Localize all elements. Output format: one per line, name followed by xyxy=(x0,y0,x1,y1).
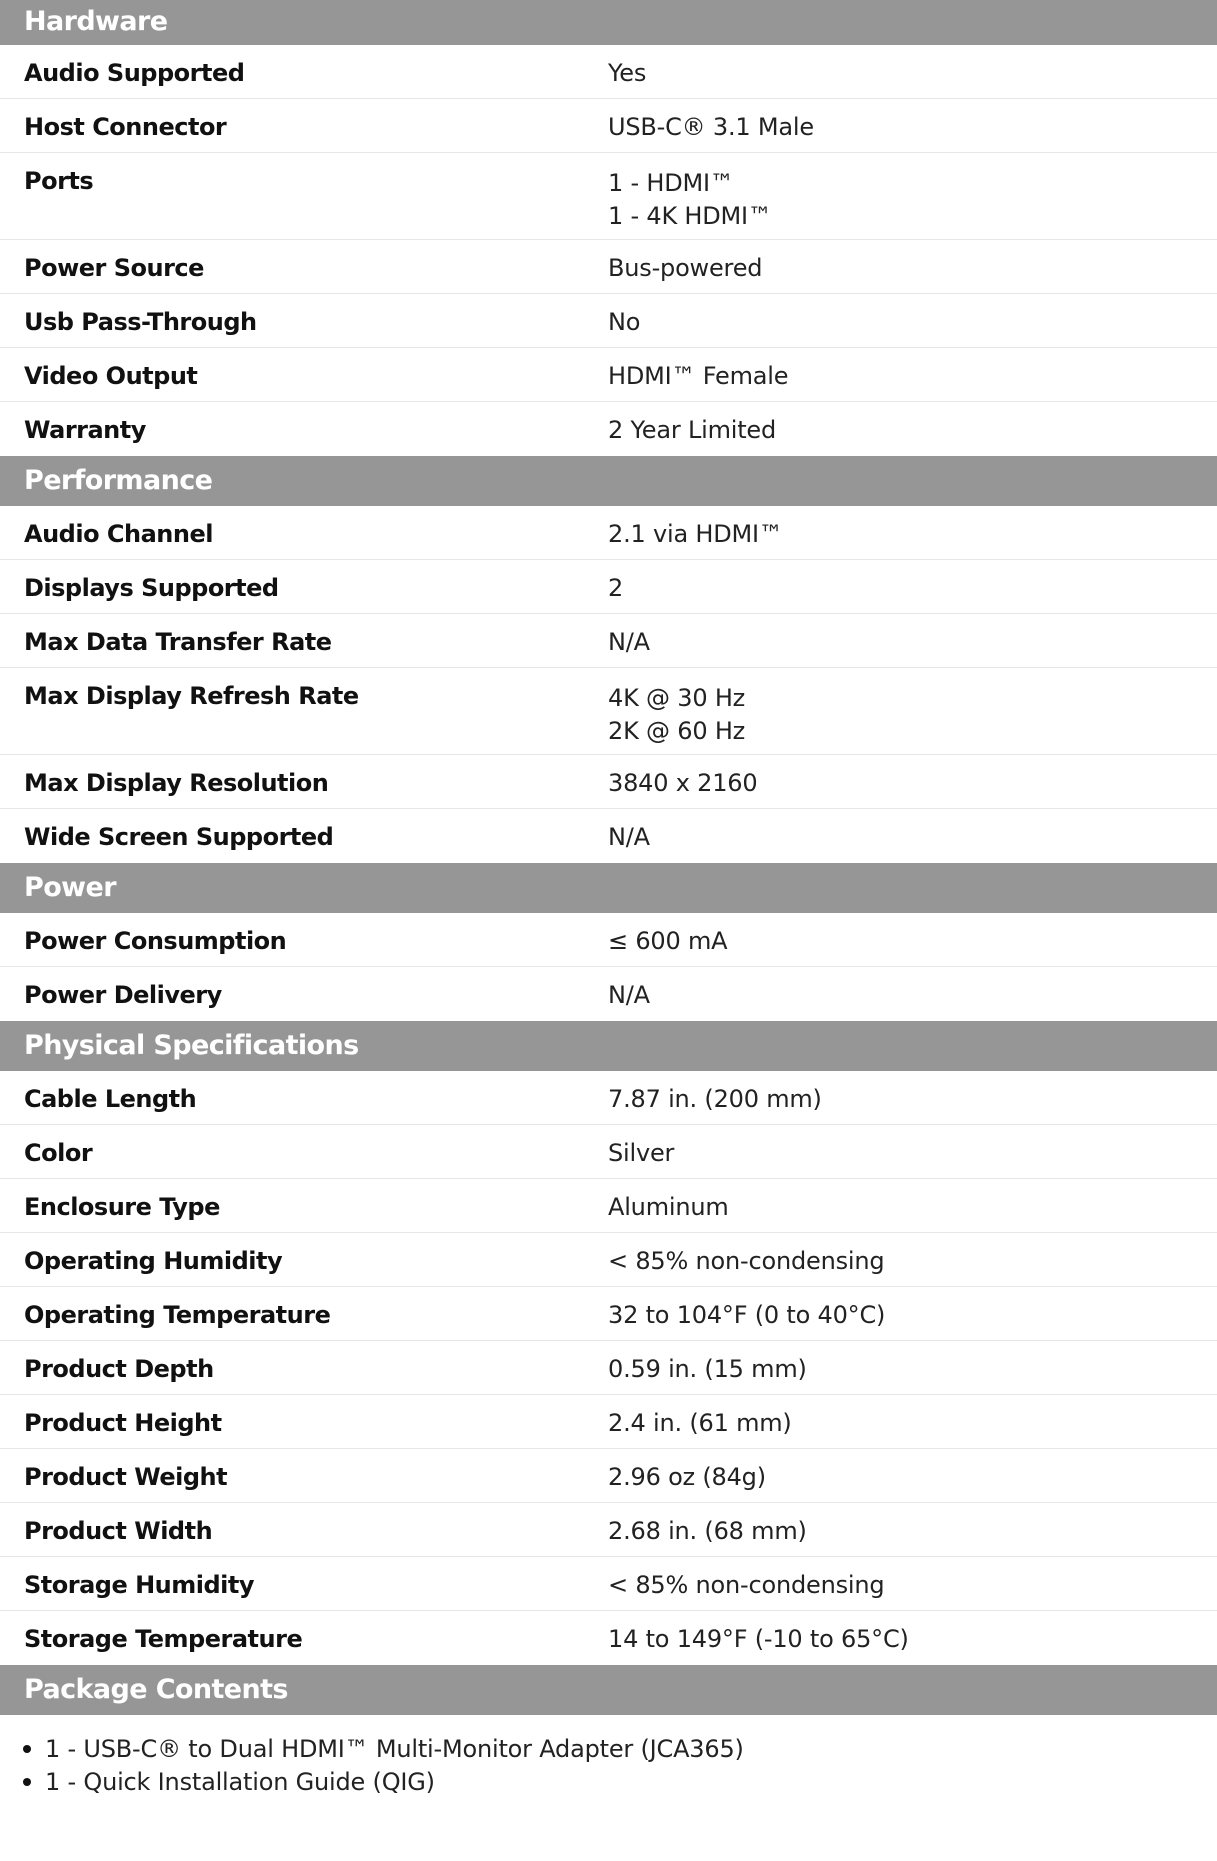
spec-row-wide-screen-supported xyxy=(0,809,1217,863)
spec-label: Operating Humidity xyxy=(24,1247,283,1275)
spec-label: Color xyxy=(24,1139,93,1167)
spec-row-max-data-transfer-rate xyxy=(0,614,1217,668)
bullet-icon xyxy=(23,1745,31,1753)
spec-value: 2.68 in. (68 mm) xyxy=(608,1517,807,1545)
bullet-icon xyxy=(23,1778,31,1786)
section-hardware xyxy=(0,0,1217,456)
spec-label: Warranty xyxy=(24,416,146,444)
spec-value: 7.87 in. (200 mm) xyxy=(608,1085,822,1113)
section-package-contents xyxy=(0,1665,1217,1798)
spec-label: Wide Screen Supported xyxy=(24,823,334,851)
spec-value: USB-C® 3.1 Male xyxy=(608,113,814,141)
spec-label: Usb Pass-Through xyxy=(24,308,257,336)
spec-row-displays-supported xyxy=(0,560,1217,614)
spec-value: 2 Year Limited xyxy=(608,416,777,444)
spec-row-product-height xyxy=(0,1395,1217,1449)
spec-row-operating-humidity xyxy=(0,1233,1217,1287)
spec-value: Bus-powered xyxy=(608,254,763,282)
spec-row-storage-temperature xyxy=(0,1611,1217,1665)
spec-value: 2.96 oz (84g) xyxy=(608,1463,766,1491)
spec-row-product-weight xyxy=(0,1449,1217,1503)
spec-row-max-display-resolution xyxy=(0,755,1217,809)
spec-value: 2 xyxy=(608,574,624,602)
spec-row-enclosure-type xyxy=(0,1179,1217,1233)
spec-label: Max Display Refresh Rate xyxy=(24,682,359,710)
spec-value: Aluminum xyxy=(608,1193,729,1221)
spec-value: < 85% non-condensing xyxy=(608,1247,885,1275)
spec-label: Operating Temperature xyxy=(24,1301,331,1329)
section-header-physical-specifications: Physical Specifications xyxy=(0,1021,1217,1071)
spec-label: Power Delivery xyxy=(24,981,222,1009)
spec-label: Storage Humidity xyxy=(24,1571,255,1599)
spec-value: ≤ 600 mA xyxy=(608,927,728,955)
spec-value: N/A xyxy=(608,628,650,656)
spec-row-ports xyxy=(0,153,1217,240)
section-header-hardware: Hardware xyxy=(0,0,1217,45)
spec-value: No xyxy=(608,308,641,336)
spec-row-product-depth xyxy=(0,1341,1217,1395)
section-header-package-contents: Package Contents xyxy=(0,1665,1217,1715)
spec-value xyxy=(608,668,1217,754)
spec-row-power-delivery xyxy=(0,967,1217,1021)
spec-value: Yes xyxy=(608,59,647,87)
package-item-text: 1 - Quick Installation Guide (QIG) xyxy=(45,1767,435,1796)
spec-value-line: 4K @ 30 Hz xyxy=(608,684,746,712)
spec-row-audio-channel xyxy=(0,506,1217,560)
spec-row-power-source xyxy=(0,240,1217,294)
section-performance xyxy=(0,456,1217,863)
list-item xyxy=(20,1732,1217,1765)
spec-row-max-display-refresh-rate xyxy=(0,668,1217,755)
spec-value: Silver xyxy=(608,1139,675,1167)
spec-label: Host Connector xyxy=(24,113,227,141)
spec-label: Storage Temperature xyxy=(24,1625,303,1653)
spec-label: Video Output xyxy=(24,362,198,390)
spec-value-line: 1 - 4K HDMI™ xyxy=(608,202,772,230)
spec-row-video-output xyxy=(0,348,1217,402)
spec-row-usb-pass-through xyxy=(0,294,1217,348)
spec-label: Product Weight xyxy=(24,1463,228,1491)
spec-label: Product Depth xyxy=(24,1355,214,1383)
spec-value: 14 to 149°F (-10 to 65°C) xyxy=(608,1625,909,1653)
spec-value: 2.4 in. (61 mm) xyxy=(608,1409,792,1437)
spec-value: 2.1 via HDMI™ xyxy=(608,520,783,548)
spec-row-warranty xyxy=(0,402,1217,456)
spec-label: Product Height xyxy=(24,1409,222,1437)
section-header-power: Power xyxy=(0,863,1217,913)
spec-row-cable-length xyxy=(0,1071,1217,1125)
package-contents-list xyxy=(0,1715,1217,1798)
spec-row-host-connector xyxy=(0,99,1217,153)
spec-value: 3840 x 2160 xyxy=(608,769,758,797)
spec-row-color xyxy=(0,1125,1217,1179)
spec-label: Max Data Transfer Rate xyxy=(24,628,332,656)
spec-value xyxy=(608,153,1217,239)
spec-label: Max Display Resolution xyxy=(24,769,329,797)
spec-value: N/A xyxy=(608,823,650,851)
list-item xyxy=(20,1765,1217,1798)
section-power xyxy=(0,863,1217,1021)
spec-row-operating-temperature xyxy=(0,1287,1217,1341)
spec-label: Enclosure Type xyxy=(24,1193,220,1221)
spec-value: < 85% non-condensing xyxy=(608,1571,885,1599)
spec-label: Displays Supported xyxy=(24,574,279,602)
spec-label: Audio Supported xyxy=(24,59,245,87)
package-item-text: 1 - USB-C® to Dual HDMI™ Multi-Monitor Adapter (JCA365) xyxy=(45,1734,744,1763)
spec-value-line: 1 - HDMI™ xyxy=(608,169,734,197)
spec-label: Ports xyxy=(24,167,94,195)
section-header-performance: Performance xyxy=(0,456,1217,506)
spec-label: Audio Channel xyxy=(24,520,213,548)
spec-row-audio-supported xyxy=(0,45,1217,99)
spec-row-product-width xyxy=(0,1503,1217,1557)
spec-value: 0.59 in. (15 mm) xyxy=(608,1355,807,1383)
spec-label: Power Consumption xyxy=(24,927,287,955)
spec-label: Product Width xyxy=(24,1517,213,1545)
spec-value: N/A xyxy=(608,981,650,1009)
spec-row-storage-humidity xyxy=(0,1557,1217,1611)
spec-label: Power Source xyxy=(24,254,204,282)
section-physical-specifications xyxy=(0,1021,1217,1665)
spec-value-line: 2K @ 60 Hz xyxy=(608,717,746,745)
spec-value: 32 to 104°F (0 to 40°C) xyxy=(608,1301,886,1329)
spec-label: Cable Length xyxy=(24,1085,197,1113)
spec-row-power-consumption xyxy=(0,913,1217,967)
spec-value: HDMI™ Female xyxy=(608,362,789,390)
